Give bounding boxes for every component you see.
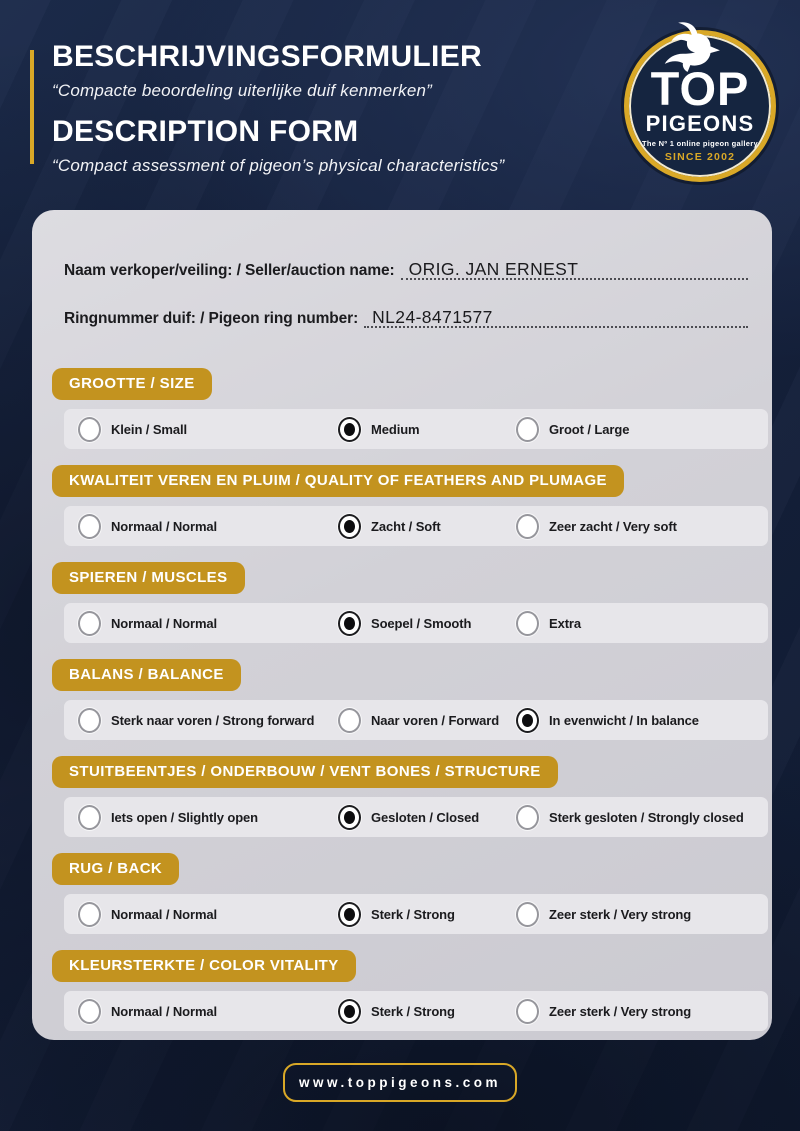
radio-button-selected[interactable] bbox=[338, 417, 361, 442]
radio-button-selected[interactable] bbox=[338, 514, 361, 539]
form-subtitle-en: “Compact assessment of pigeon’s physical characteristics” bbox=[52, 156, 505, 175]
section-header-pill: SPIEREN / MUSCLES bbox=[52, 562, 245, 594]
radio-option-label: Normaal / Normal bbox=[111, 615, 218, 631]
gold-accent-bar bbox=[30, 50, 34, 164]
form-title-nl: BESCHRIJVINGSFORMULIER bbox=[52, 40, 482, 73]
seller-name-input[interactable] bbox=[401, 256, 748, 280]
form-card bbox=[32, 210, 772, 1040]
radio-button-selected[interactable] bbox=[338, 902, 361, 927]
seller-name-value: ORIG. JAN ERNEST bbox=[408, 259, 579, 279]
logo-tagline: The Nº 1 online pigeon gallery bbox=[642, 138, 758, 148]
form-section bbox=[48, 352, 752, 449]
radio-option bbox=[516, 708, 760, 733]
logo-wordmark-top: TOP bbox=[650, 62, 750, 115]
radio-option-label: Sterk / Strong bbox=[371, 1003, 455, 1019]
radio-option bbox=[516, 417, 760, 442]
radio-option-label: Klein / Small bbox=[111, 421, 188, 437]
radio-button-selected[interactable] bbox=[516, 708, 539, 733]
header bbox=[52, 42, 612, 192]
radio-button[interactable] bbox=[516, 902, 539, 927]
radio-button[interactable] bbox=[78, 805, 101, 830]
radio-button[interactable] bbox=[516, 417, 539, 442]
radio-option-label: Zeer sterk / Very strong bbox=[549, 906, 692, 922]
radio-button[interactable] bbox=[78, 514, 101, 539]
options-row bbox=[64, 700, 768, 740]
radio-option bbox=[338, 708, 516, 733]
radio-option bbox=[78, 999, 338, 1024]
radio-button[interactable] bbox=[78, 611, 101, 636]
radio-option-label: Extra bbox=[549, 615, 582, 631]
radio-option-label: Sterk gesloten / Strongly closed bbox=[549, 809, 744, 825]
form-section bbox=[48, 837, 752, 934]
radio-option bbox=[516, 999, 760, 1024]
logo-since-badge: SINCE 2002 bbox=[664, 150, 736, 163]
seller-name-field bbox=[64, 256, 748, 280]
radio-option bbox=[78, 805, 338, 830]
section-header-pill: KLEURSTERKTE / COLOR VITALITY bbox=[52, 950, 356, 982]
radio-option bbox=[78, 902, 338, 927]
form-section bbox=[48, 643, 752, 740]
radio-option-label: Sterk naar voren / Strong forward bbox=[111, 712, 315, 728]
seller-name-label: Naam verkoper/veiling: / Seller/auction name: bbox=[64, 262, 395, 279]
radio-option-label: Groot / Large bbox=[549, 421, 630, 437]
radio-button-selected[interactable] bbox=[338, 611, 361, 636]
section-header-pill: STUITBEENTJES / ONDERBOUW / VENT BONES / STRUCTURE bbox=[52, 756, 558, 788]
radio-option-label: Normaal / Normal bbox=[111, 906, 218, 922]
section-header-pill: GROOTTE / SIZE bbox=[52, 368, 212, 400]
radio-option-label: Zeer zacht / Very soft bbox=[549, 518, 677, 534]
radio-option bbox=[516, 902, 760, 927]
radio-button-selected[interactable] bbox=[338, 999, 361, 1024]
radio-option bbox=[338, 999, 516, 1024]
form-subtitle-nl: “Compacte beoordeling uiterlijke duif kenmerken” bbox=[52, 81, 433, 100]
options-row bbox=[64, 603, 768, 643]
sections bbox=[48, 352, 752, 1031]
radio-option-label: Zeer sterk / Very strong bbox=[549, 1003, 692, 1019]
radio-option-label: Gesloten / Closed bbox=[371, 809, 480, 825]
radio-button[interactable] bbox=[516, 805, 539, 830]
radio-button[interactable] bbox=[78, 417, 101, 442]
ring-number-field bbox=[64, 304, 748, 328]
radio-option-label: Naar voren / Forward bbox=[371, 712, 500, 728]
form-section bbox=[48, 934, 752, 1031]
radio-option bbox=[338, 902, 516, 927]
options-row bbox=[64, 797, 768, 837]
dove-icon bbox=[660, 18, 734, 76]
radio-option bbox=[516, 514, 760, 539]
options-row bbox=[64, 506, 768, 546]
logo-wordmark-pigeons: PIGEONS bbox=[645, 110, 755, 136]
radio-option-label: Normaal / Normal bbox=[111, 518, 218, 534]
ring-number-value: NL24-8471577 bbox=[372, 307, 493, 327]
radio-button[interactable] bbox=[338, 708, 361, 733]
radio-button[interactable] bbox=[516, 611, 539, 636]
radio-option-label: Zacht / Soft bbox=[371, 518, 441, 534]
form-section bbox=[48, 546, 752, 643]
form-section bbox=[48, 449, 752, 546]
radio-option-label: Soepel / Smooth bbox=[371, 615, 472, 631]
website-link[interactable]: www.toppigeons.com bbox=[283, 1063, 517, 1102]
options-row bbox=[64, 409, 768, 449]
radio-option bbox=[338, 417, 516, 442]
ring-number-input[interactable] bbox=[364, 304, 748, 328]
radio-option-label: Iets open / Slightly open bbox=[111, 809, 259, 825]
options-row bbox=[64, 894, 768, 934]
radio-option bbox=[338, 805, 516, 830]
form-section bbox=[48, 740, 752, 837]
radio-button[interactable] bbox=[78, 999, 101, 1024]
radio-option bbox=[338, 611, 516, 636]
ring-number-label: Ringnummer duif: / Pigeon ring number: bbox=[64, 310, 359, 327]
radio-button-selected[interactable] bbox=[338, 805, 361, 830]
radio-option-label: Medium bbox=[371, 421, 420, 437]
top-pigeons-logo bbox=[624, 30, 776, 182]
section-header-pill: RUG / BACK bbox=[52, 853, 179, 885]
radio-option bbox=[516, 611, 760, 636]
section-header-pill: BALANS / BALANCE bbox=[52, 659, 241, 691]
radio-option-label: Normaal / Normal bbox=[111, 1003, 218, 1019]
radio-option bbox=[78, 611, 338, 636]
radio-option bbox=[78, 708, 338, 733]
radio-button[interactable] bbox=[516, 514, 539, 539]
radio-option bbox=[516, 805, 760, 830]
radio-button[interactable] bbox=[78, 708, 101, 733]
logo-inner bbox=[629, 35, 771, 177]
radio-option bbox=[78, 514, 338, 539]
section-header-pill: KWALITEIT VEREN EN PLUIM / QUALITY OF FEATHERS AND PLUMAGE bbox=[52, 465, 624, 497]
radio-button[interactable] bbox=[516, 999, 539, 1024]
radio-option bbox=[78, 417, 338, 442]
radio-option-label: In evenwicht / In balance bbox=[549, 712, 699, 728]
radio-option bbox=[338, 514, 516, 539]
options-row bbox=[64, 991, 768, 1031]
radio-button[interactable] bbox=[78, 902, 101, 927]
radio-option-label: Sterk / Strong bbox=[371, 906, 455, 922]
form-title-en: DESCRIPTION FORM bbox=[52, 115, 359, 148]
